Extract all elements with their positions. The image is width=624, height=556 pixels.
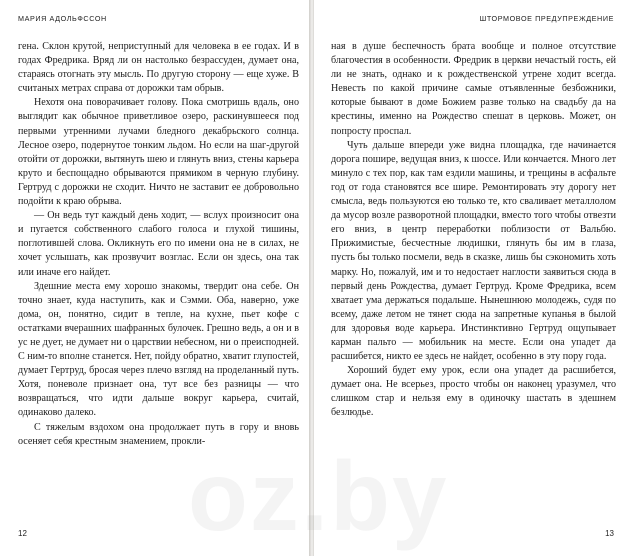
running-head-author: МАРИЯ АДОЛЬФССОН [18, 14, 107, 23]
paragraph: — Он ведь тут каждый день ходит, — вслух произносит она и пугается собственного слабого голоса и глухой тишины, поглотившей слова. Окликнуть его по имени она не в силах, не хочет услышать, как прозвучит возглас. Если он здесь, она так или иначе его найдет. [18, 210, 299, 278]
paragraph: гена. Склон крутой, неприступный для человека в ее годах. И в годах Фредрика. Вряд ли он настолько безрассуден, думает она, стараясь отогнать эту мысль. По другую сторону — еще хуже. В считаных метрах справа от дорожки там обрыв. [18, 41, 299, 95]
left-page [0, 0, 309, 556]
paragraph: Нехотя она поворачивает голову. Пока смотришь вдаль, оно выглядит как обычное приветливое озеро, раскинувшееся под первыми утренними лучами бледного декабрьского солнца. Лесное озеро, подернутое тонким льдом. Но если на шаг-другой отойти от дорожки, вытянуть шею и глянуть вниз, стены карьера круто и беспощадно обрываются прямиком в черную глубину. Гертруд с дорожки не сходит. Ничто не заставит ее добровольно подойти к краю обрыва. [18, 97, 299, 208]
left-page-body [18, 40, 299, 449]
paragraph: ная в душе беспечность брата вообще и полное отсутствие благочестия в особенности. Фредрик в церкви нечастый гость, ей ли не знать, однако и к рождественской утрене ходит всегда. Невесть по какой причине самые отъявленные безбожники, которые бывают в доме Божием разве только на свадьбу да на крестины, именно на Рождество спешат в церковь. Может, он попросту проспал. [331, 41, 616, 137]
right-page [314, 0, 624, 556]
paragraph: С тяжелым вздохом она продолжает путь в гору и вновь осеняет себя крестным знамением, прокли- [18, 421, 299, 447]
paragraph: Здешние места ему хорошо знакомы, твердит она себе. Он точно знает, куда наступить, как и Сэмми. Оба, наверно, уже дома, он, понятно, сидит в тепле, на кухне, пьет кофе с остатками вчерашних шафранных булочек. Грешно ведь, а он и в ус не дует, не думает ни о царствии небесном, ни о преисподней. С ним-то вполне станется. Нет, пойду обратно, хватит глупостей, думает Гертруд, бросая через плечо взгляд на проделанный путь. Хотя, поневоле признает она, тут все без разницы — что возвращаться, что идти дальше вокруг карьера, считай, одинаково далеко. [18, 280, 299, 419]
paragraph: Чуть дальше впереди уже видна площадка, где начинается дорога пошире, ведущая вниз, к шоссе. Или кончается. Много лет минуло с тех пор, как там ездили машины, и трещины в асфальте год от года становятся все шире. Ремонтировать эту дорогу нет смысла, ведь пользуются ею только те, кто сваливает металлолом да мусор возле разворотной площадки, вместо того чтобы отвезти его вниз, в центр переработки поблизости от Вальбю. Прижимистые, бесчестные людишки, глянуть бы им в глаза, пусть бы только посмели, ведь в сказке, лишь бы сэкономить хоть марку. Но, пожалуй, им и то недостает наглости заявиться сюда в первый день Рождества, думает Гертруд. Кроме Фредрика, всем хватает ума держаться подальше. Нынешнюю молодежь, судя по всему, даже летом не тянет сюда на запретные купанья в былой для здоровья воде карьера. Инстинктивно Гертруд ощупывает карман пальто — мобильник на месте. Если она упадет да расшибется, никто ее здесь не найдет, особенно в эту пору года. [331, 139, 616, 363]
page-number: 12 [18, 529, 27, 538]
page-number: 13 [605, 529, 614, 538]
right-page-body [331, 40, 616, 421]
paragraph: Хороший будет ему урок, если она упадет да расшибется, думает она. Не всерьез, просто чтобы он наконец уразумел, что слишком стар и нельзя ему в одиночку шастать в здешнем безлюдье. [331, 365, 616, 419]
running-head-title: ШТОРМОВОЕ ПРЕДУПРЕЖДЕНИЕ [479, 14, 614, 23]
